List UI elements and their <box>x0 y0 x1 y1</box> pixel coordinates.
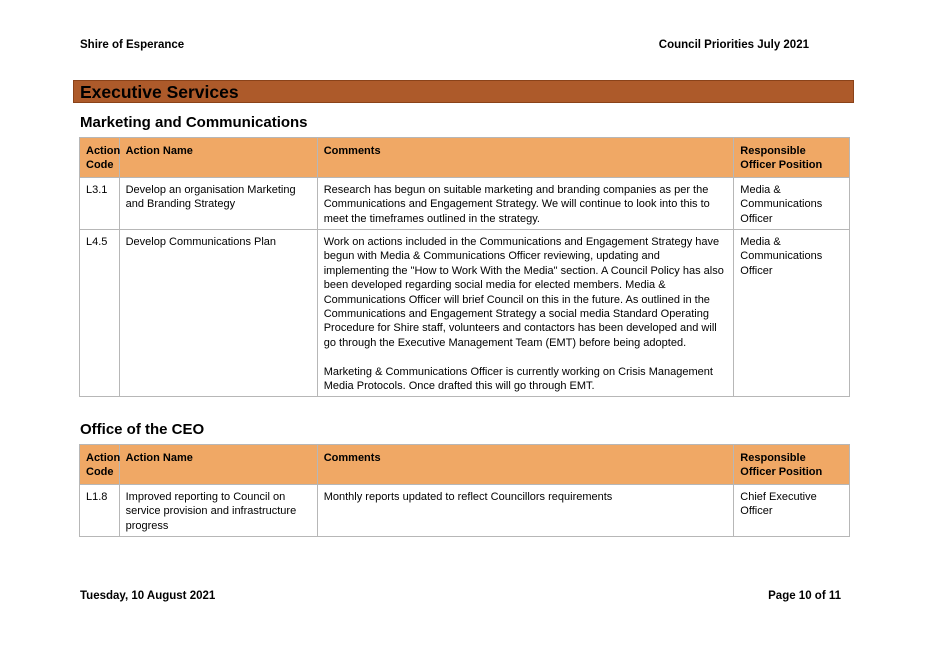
comment-paragraph: Research has begun on suitable marketing and branding companies as per the Communications and Engagement Strategy. We will continue to look into this to meet the timeframes outlined in the strategy. <box>323 183 710 225</box>
responsible-officer: Media & Communications Officer <box>734 230 850 397</box>
action-code: L3.1 <box>80 177 120 229</box>
action-name: Develop an organisation Marketing and Branding Strategy <box>119 177 317 229</box>
section-title-marketing: Marketing and Communications <box>80 114 308 131</box>
comment-paragraph: Work on actions included in the Communications and Engagement Strategy have begun with Media & Communications Officer reviewing, updating and implementing the "How to Work With the Media" section. A Council Policy has also been developed regarding social media for elected members. Media & Communications Officer will brief Council on this in the future. As outlined in the Communications and Engagement Strategy a social media Standard Operating Procedure for Shire staff, volunteers and contactors has been developed and will go through the Executive Management Team (EMT) before being adopted. <box>323 236 724 349</box>
action-code: L4.5 <box>80 230 120 397</box>
action-comments <box>317 484 734 536</box>
action-comments <box>317 230 734 397</box>
footer-date: Tuesday, 10 August 2021 <box>80 590 216 602</box>
action-name: Improved reporting to Council on service provision and infrastructure progress <box>119 484 317 536</box>
section-banner <box>73 80 854 103</box>
table-header-row <box>80 445 850 485</box>
actions-table-office-ceo <box>79 444 850 537</box>
action-code: L1.8 <box>80 484 120 536</box>
header-comments: Comments <box>317 445 734 485</box>
comment-paragraph: Monthly reports updated to reflect Councillors requirements <box>323 490 613 503</box>
header-action-code: Action Code <box>80 138 120 178</box>
banner-title: Executive Services <box>80 82 239 102</box>
table-row <box>80 230 850 397</box>
footer-page-number: Page 10 of 11 <box>768 590 841 602</box>
header-comments: Comments <box>317 138 734 178</box>
table-row <box>80 484 850 536</box>
responsible-officer: Media & Communications Officer <box>734 177 850 229</box>
header-action-name: Action Name <box>119 138 317 178</box>
header-responsible-officer: Responsible Officer Position <box>734 445 850 485</box>
comment-paragraph: Marketing & Communications Officer is currently working on Crisis Management Media Protocols. Once drafted this will go through EMT. <box>323 365 713 393</box>
header-action-code: Action Code <box>80 445 120 485</box>
action-name: Develop Communications Plan <box>119 230 317 397</box>
table-row <box>80 177 850 229</box>
action-comments <box>317 177 734 229</box>
header-report-title: Council Priorities July 2021 <box>658 39 809 51</box>
header-organisation: Shire of Esperance <box>80 39 185 51</box>
section-title-office-ceo: Office of the CEO <box>80 421 205 438</box>
table-header-row <box>80 138 850 178</box>
header-action-name: Action Name <box>119 445 317 485</box>
responsible-officer: Chief Executive Officer <box>734 484 850 536</box>
actions-table-marketing <box>79 137 850 397</box>
header-responsible-officer: Responsible Officer Position <box>734 138 850 178</box>
